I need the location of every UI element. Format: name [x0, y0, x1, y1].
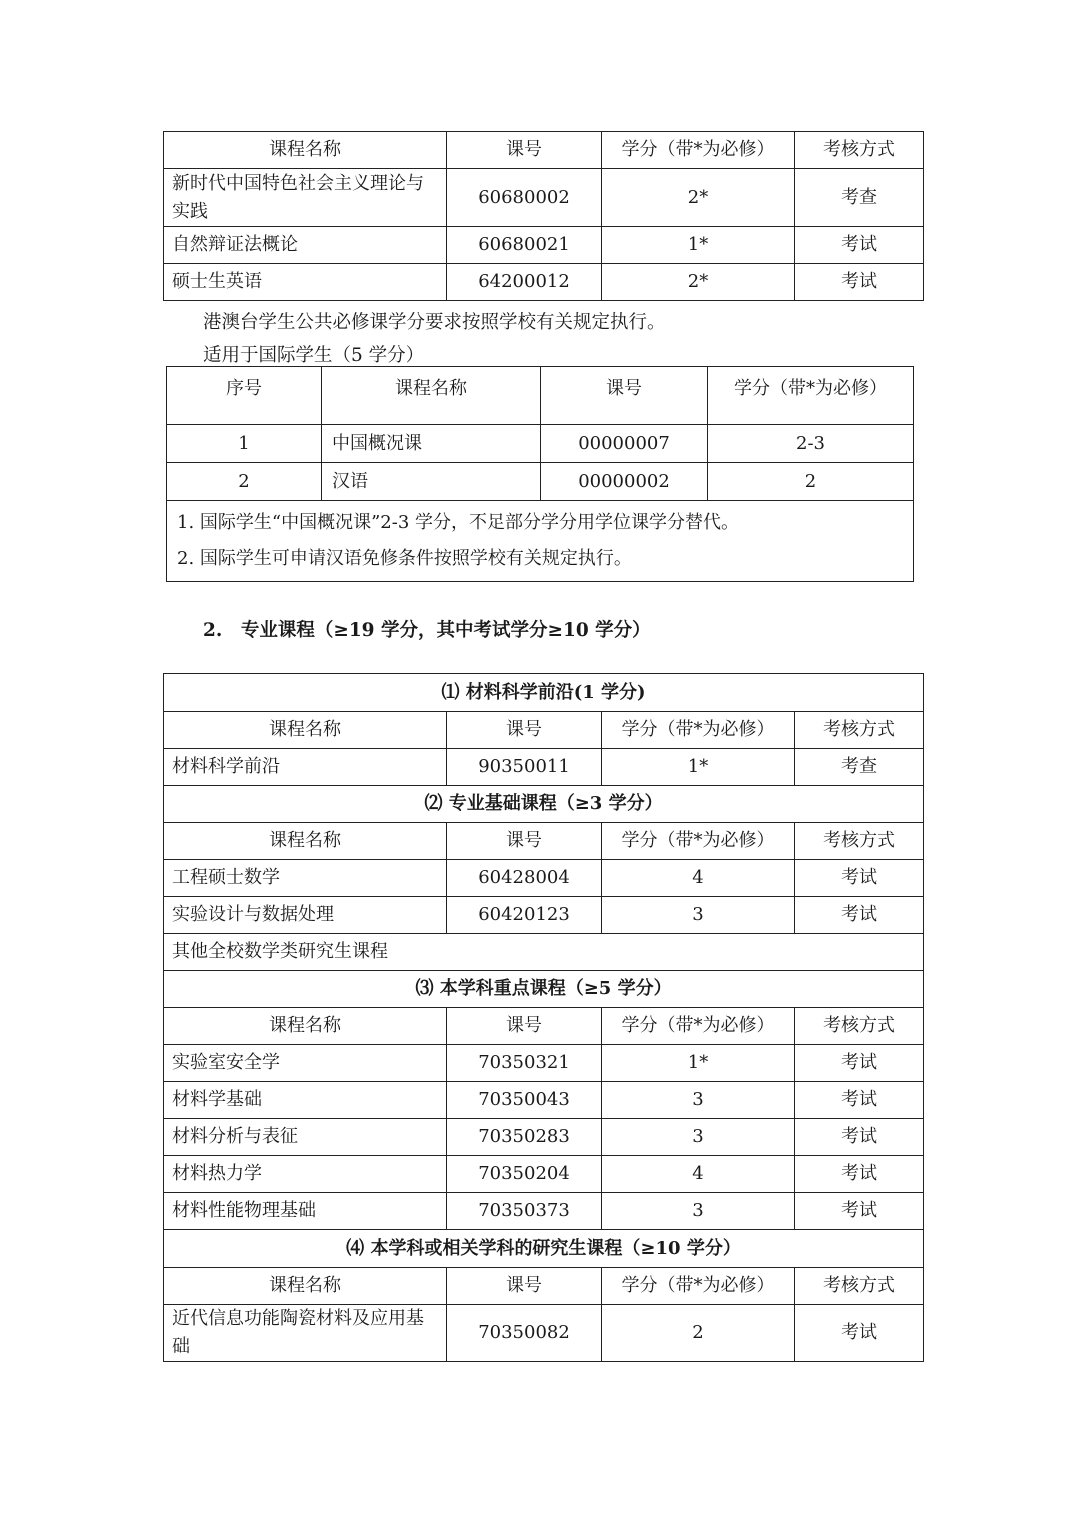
course-assessment: 考试	[795, 1193, 924, 1230]
course-name: 汉语	[322, 463, 541, 501]
course-assessment: 考试	[795, 897, 924, 934]
course-credits: 2*	[602, 169, 795, 227]
table-row	[167, 425, 914, 463]
section-title-row	[164, 786, 924, 823]
course-name: 新时代中国特色社会主义理论与实践	[164, 169, 447, 227]
course-credits: 2-3	[708, 425, 914, 463]
section-title-row	[164, 971, 924, 1008]
header-course-name: 课程名称	[322, 367, 541, 425]
table-header-row	[164, 823, 924, 860]
header-credits: 学分（带*为必修）	[708, 367, 914, 425]
course-assessment: 考试	[795, 227, 924, 264]
course-credits: 2*	[602, 264, 795, 301]
course-code: 90350011	[447, 749, 602, 786]
section-2-title: ⑵ 专业基础课程（≥3 学分）	[164, 786, 924, 823]
table-header-row	[164, 132, 924, 169]
table-row	[164, 1305, 924, 1362]
table-header-row	[164, 1008, 924, 1045]
course-name: 材料科学前沿	[164, 749, 447, 786]
note-2: 2. 国际学生可申请汉语免修条件按照学校有关规定执行。	[177, 548, 632, 569]
table-row	[164, 264, 924, 301]
course-name: 中国概况课	[322, 425, 541, 463]
course-code: 60420123	[447, 897, 602, 934]
table-row	[164, 934, 924, 971]
table-row	[164, 749, 924, 786]
section-1-title: ⑴ 材料科学前沿(1 学分)	[164, 674, 924, 712]
course-code: 64200012	[447, 264, 602, 301]
table-row	[164, 860, 924, 897]
note-1: 1. 国际学生“中国概况课”2-3 学分，不足部分学分用学位课学分替代。	[177, 512, 740, 533]
course-credits: 2	[602, 1305, 795, 1362]
course-credits: 1*	[602, 749, 795, 786]
header-course-code: 课号	[447, 712, 602, 749]
section-3-title: ⑶ 本学科重点课程（≥5 学分）	[164, 971, 924, 1008]
section-4-title: ⑷ 本学科或相关学科的研究生课程（≥10 学分）	[164, 1230, 924, 1268]
header-assessment: 考核方式	[795, 823, 924, 860]
header-credits: 学分（带*为必修）	[602, 132, 795, 169]
course-code: 70350204	[447, 1156, 602, 1193]
course-assessment: 考试	[795, 1082, 924, 1119]
professional-courses-table	[163, 673, 924, 1362]
course-credits: 3	[602, 897, 795, 934]
header-course-code: 课号	[447, 823, 602, 860]
header-course-name: 课程名称	[164, 823, 447, 860]
course-name: 自然辩证法概论	[164, 227, 447, 264]
course-name: 近代信息功能陶瓷材料及应用基础	[164, 1305, 447, 1362]
section-2-heading: 2. 专业课程（≥19 学分，其中考试学分≥10 学分）	[203, 620, 651, 641]
header-course-code: 课号	[447, 132, 602, 169]
table-row	[164, 897, 924, 934]
header-course-name: 课程名称	[164, 712, 447, 749]
header-seq: 序号	[167, 367, 322, 425]
header-credits: 学分（带*为必修）	[602, 1008, 795, 1045]
course-code: 70350043	[447, 1082, 602, 1119]
course-code: 60680002	[447, 169, 602, 227]
table-row	[164, 1045, 924, 1082]
course-name: 材料热力学	[164, 1156, 447, 1193]
notes-row	[167, 501, 914, 582]
table-row	[164, 1119, 924, 1156]
course-credits: 1*	[602, 227, 795, 264]
course-code: 70350373	[447, 1193, 602, 1230]
course-code: 70350321	[447, 1045, 602, 1082]
notes-cell	[167, 501, 914, 582]
header-course-code: 课号	[447, 1268, 602, 1305]
course-name: 材料分析与表征	[164, 1119, 447, 1156]
course-code: 70350283	[447, 1119, 602, 1156]
course-assessment: 考查	[795, 749, 924, 786]
course-name: 材料性能物理基础	[164, 1193, 447, 1230]
public-courses-table	[163, 131, 924, 301]
course-name: 材料学基础	[164, 1082, 447, 1119]
header-assessment: 考核方式	[795, 1268, 924, 1305]
course-assessment: 考试	[795, 1305, 924, 1362]
table-row	[164, 227, 924, 264]
table-row	[164, 1082, 924, 1119]
table-header-row	[164, 712, 924, 749]
course-code: 00000002	[541, 463, 708, 501]
course-assessment: 考试	[795, 264, 924, 301]
course-name: 工程硕士数学	[164, 860, 447, 897]
course-credits: 3	[602, 1082, 795, 1119]
header-course-code: 课号	[541, 367, 708, 425]
course-code: 60428004	[447, 860, 602, 897]
course-assessment: 考查	[795, 169, 924, 227]
header-assessment: 考核方式	[795, 1008, 924, 1045]
course-code: 60680021	[447, 227, 602, 264]
course-code: 00000007	[541, 425, 708, 463]
section-title-row	[164, 674, 924, 712]
header-credits: 学分（带*为必修）	[602, 823, 795, 860]
course-credits: 1*	[602, 1045, 795, 1082]
other-math-courses: 其他全校数学类研究生课程	[164, 934, 924, 971]
header-course-name: 课程名称	[164, 132, 447, 169]
row-seq: 1	[167, 425, 322, 463]
course-credits: 4	[602, 1156, 795, 1193]
course-credits: 2	[708, 463, 914, 501]
section-title-row	[164, 1230, 924, 1268]
international-courses-table	[166, 366, 914, 582]
international-students-heading: 适用于国际学生（5 学分）	[203, 345, 425, 366]
course-code: 70350082	[447, 1305, 602, 1362]
course-name: 实验室安全学	[164, 1045, 447, 1082]
course-credits: 4	[602, 860, 795, 897]
course-credits: 3	[602, 1119, 795, 1156]
course-assessment: 考试	[795, 1156, 924, 1193]
course-assessment: 考试	[795, 1045, 924, 1082]
header-credits: 学分（带*为必修）	[602, 1268, 795, 1305]
course-credits: 3	[602, 1193, 795, 1230]
hmt-students-note: 港澳台学生公共必修课学分要求按照学校有关规定执行。	[203, 312, 666, 333]
table-row	[164, 169, 924, 227]
row-seq: 2	[167, 463, 322, 501]
header-credits: 学分（带*为必修）	[602, 712, 795, 749]
course-assessment: 考试	[795, 860, 924, 897]
table-header-row	[167, 367, 914, 425]
header-assessment: 考核方式	[795, 712, 924, 749]
table-row	[167, 463, 914, 501]
header-course-name: 课程名称	[164, 1268, 447, 1305]
header-course-code: 课号	[447, 1008, 602, 1045]
table-row	[164, 1156, 924, 1193]
header-assessment: 考核方式	[795, 132, 924, 169]
header-course-name: 课程名称	[164, 1008, 447, 1045]
table-header-row	[164, 1268, 924, 1305]
course-name: 实验设计与数据处理	[164, 897, 447, 934]
table-row	[164, 1193, 924, 1230]
course-name: 硕士生英语	[164, 264, 447, 301]
course-assessment: 考试	[795, 1119, 924, 1156]
